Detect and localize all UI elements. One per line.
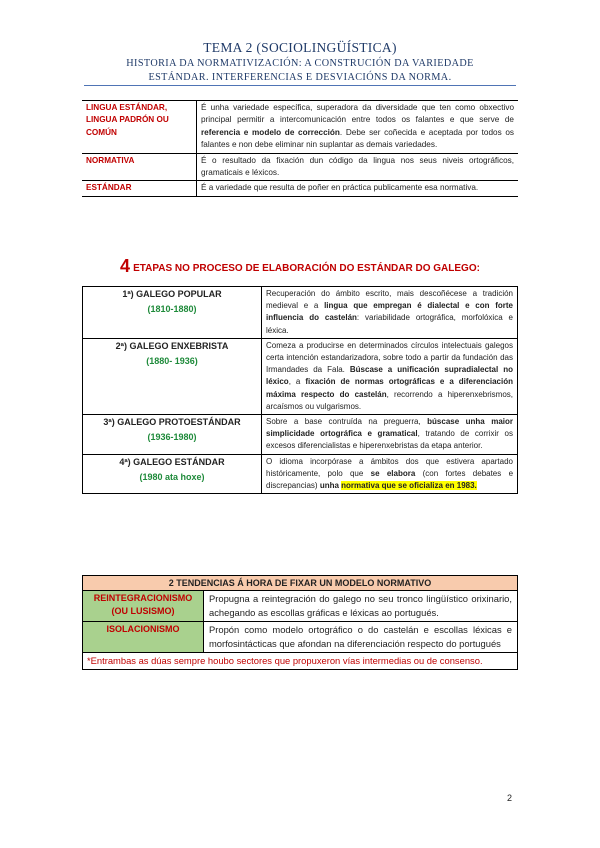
page-number: 2 xyxy=(507,793,513,803)
stage-years: (1810-1880) xyxy=(147,304,197,315)
page-subtitle-line2: ESTÁNDAR. INTERFERENCIAS E DESVIACIÓNS DA NORMA. xyxy=(148,72,452,83)
stages-heading xyxy=(0,256,600,277)
stage-years: (1936-1980) xyxy=(147,432,197,443)
table-header-row xyxy=(83,576,518,591)
table-row xyxy=(83,287,518,339)
table-row xyxy=(82,181,518,196)
page-header xyxy=(0,40,600,84)
stage-name-cell xyxy=(83,287,262,339)
stage-description: Recuperación do ámbito escrito, mais descoñécese a tradición medieval e a lingua que empregan é dialectal e con forte influencia do castelán: variabilidade ortográfica, morfolóxica e léxica. xyxy=(262,287,518,339)
stage-name-cell xyxy=(83,454,262,494)
stage-description: Comeza a producirse en determinados círculos intelectuais galegos certa intención estandarizadora, sobre todo a partir da fundación das Irmandades da Fala. Búscase a unificación supradialectal no léxico, a fixación de normas ortográficas e a diferenciación máxima respecto do castelán, recorrendo a hiperenxebrismos, arcaísmos ou vulgarismos. xyxy=(262,338,518,414)
stage-name: 2ª) GALEGO ENXEBRISTA xyxy=(115,340,229,351)
definition-text: É a variedade que resulta de poñer en práctica publicamente esa normativa. xyxy=(197,181,519,196)
stage-years: (1880- 1936) xyxy=(146,356,198,367)
definition-term: ESTÁNDAR xyxy=(82,181,197,196)
definition-text: É unha variedade específica, superadora da diversidade que ten como obxectivo principal permitir a intercomunicación entre todos os falantes e que serve de referencia e modelo de corrección. Debe ser coñecida e aceptada por todos os falantes e non debe eliminar nin suplantar as demais variedades. xyxy=(201,103,514,150)
header-divider xyxy=(84,85,516,86)
table-row xyxy=(82,153,518,181)
stage-description: O idioma incorpórase a ámbitos dos que estivera apartado históricamente, polo que se elabora (con fortes debates e discrepancias) unha normativa que se oficializa en 1983. xyxy=(262,454,518,494)
table-row xyxy=(83,591,518,622)
table-row xyxy=(83,454,518,494)
definition-text: É o resultado da fixación dun código da lingua nos seus niveis ortográficos, gramaticais e léxicos. xyxy=(197,153,519,181)
highlighted-text: normativa que se oficializa en 1983. xyxy=(341,481,477,491)
stages-heading-number: 4 xyxy=(120,256,131,276)
stage-name: 4ª) GALEGO ESTÁNDAR xyxy=(119,456,225,467)
table-row xyxy=(83,653,518,670)
page-title: TEMA 2 (SOCIOLINGÜÍSTICA) xyxy=(203,40,397,55)
stage-name-cell xyxy=(83,415,262,455)
tendency-name: REINTEGRACIONISMO (OU LUSISMO) xyxy=(83,591,204,622)
stages-heading-text: ETAPAS NO PROCESO DE ELABORACIÓN DO ESTÁNDAR DO GALEGO: xyxy=(133,263,480,274)
stage-years: (1980 ata hoxe) xyxy=(139,471,205,482)
definitions-table xyxy=(82,100,518,197)
tendencies-table xyxy=(82,575,518,670)
table-row xyxy=(83,338,518,414)
stage-name: 3ª) GALEGO PROTOESTÁNDAR xyxy=(103,417,241,428)
page-subtitle-line1: HISTORIA DA NORMATIVIZACIÓN: A CONSTRUCIÓN DA VARIEDADE xyxy=(126,58,474,69)
table-row xyxy=(83,415,518,455)
table-row xyxy=(82,101,518,154)
tendency-description: Propugna a reintegración do galego no seu tronco lingüístico orixinario, achegando as escollas gráficas e léxicas ao portugués. xyxy=(204,591,518,622)
stage-name: 1ª) GALEGO POPULAR xyxy=(122,289,222,299)
tendency-name: ISOLACIONISMO xyxy=(83,622,204,653)
tendencies-note: *Entrambas as dúas sempre houbo sectores que propuxeron vías intermedias ou de consenso. xyxy=(83,653,518,670)
definition-term: NORMATIVA xyxy=(82,153,197,181)
stage-description: Sobre a base contruída na preguerra, búscase unha maior simplicidade ortográfica e gramatical, tratando de corrixir os excesos diferencialistas e hiperenxebristas da etapa anterior. xyxy=(262,415,518,455)
tendencies-heading: 2 TENDENCIAS Á HORA DE FIXAR UN MODELO NORMATIVO xyxy=(83,576,518,591)
table-row xyxy=(83,622,518,653)
stage-name-cell xyxy=(83,338,262,414)
tendency-description: Propón como modelo ortográfico o do castelán e escollas léxicas e morfosintácticas que afondan na diferenciación respecto do portugués xyxy=(204,622,518,653)
stages-table xyxy=(82,286,518,494)
definition-term: LINGUA ESTÁNDAR, LINGUA PADRÓN OU COMÚN xyxy=(82,101,197,154)
